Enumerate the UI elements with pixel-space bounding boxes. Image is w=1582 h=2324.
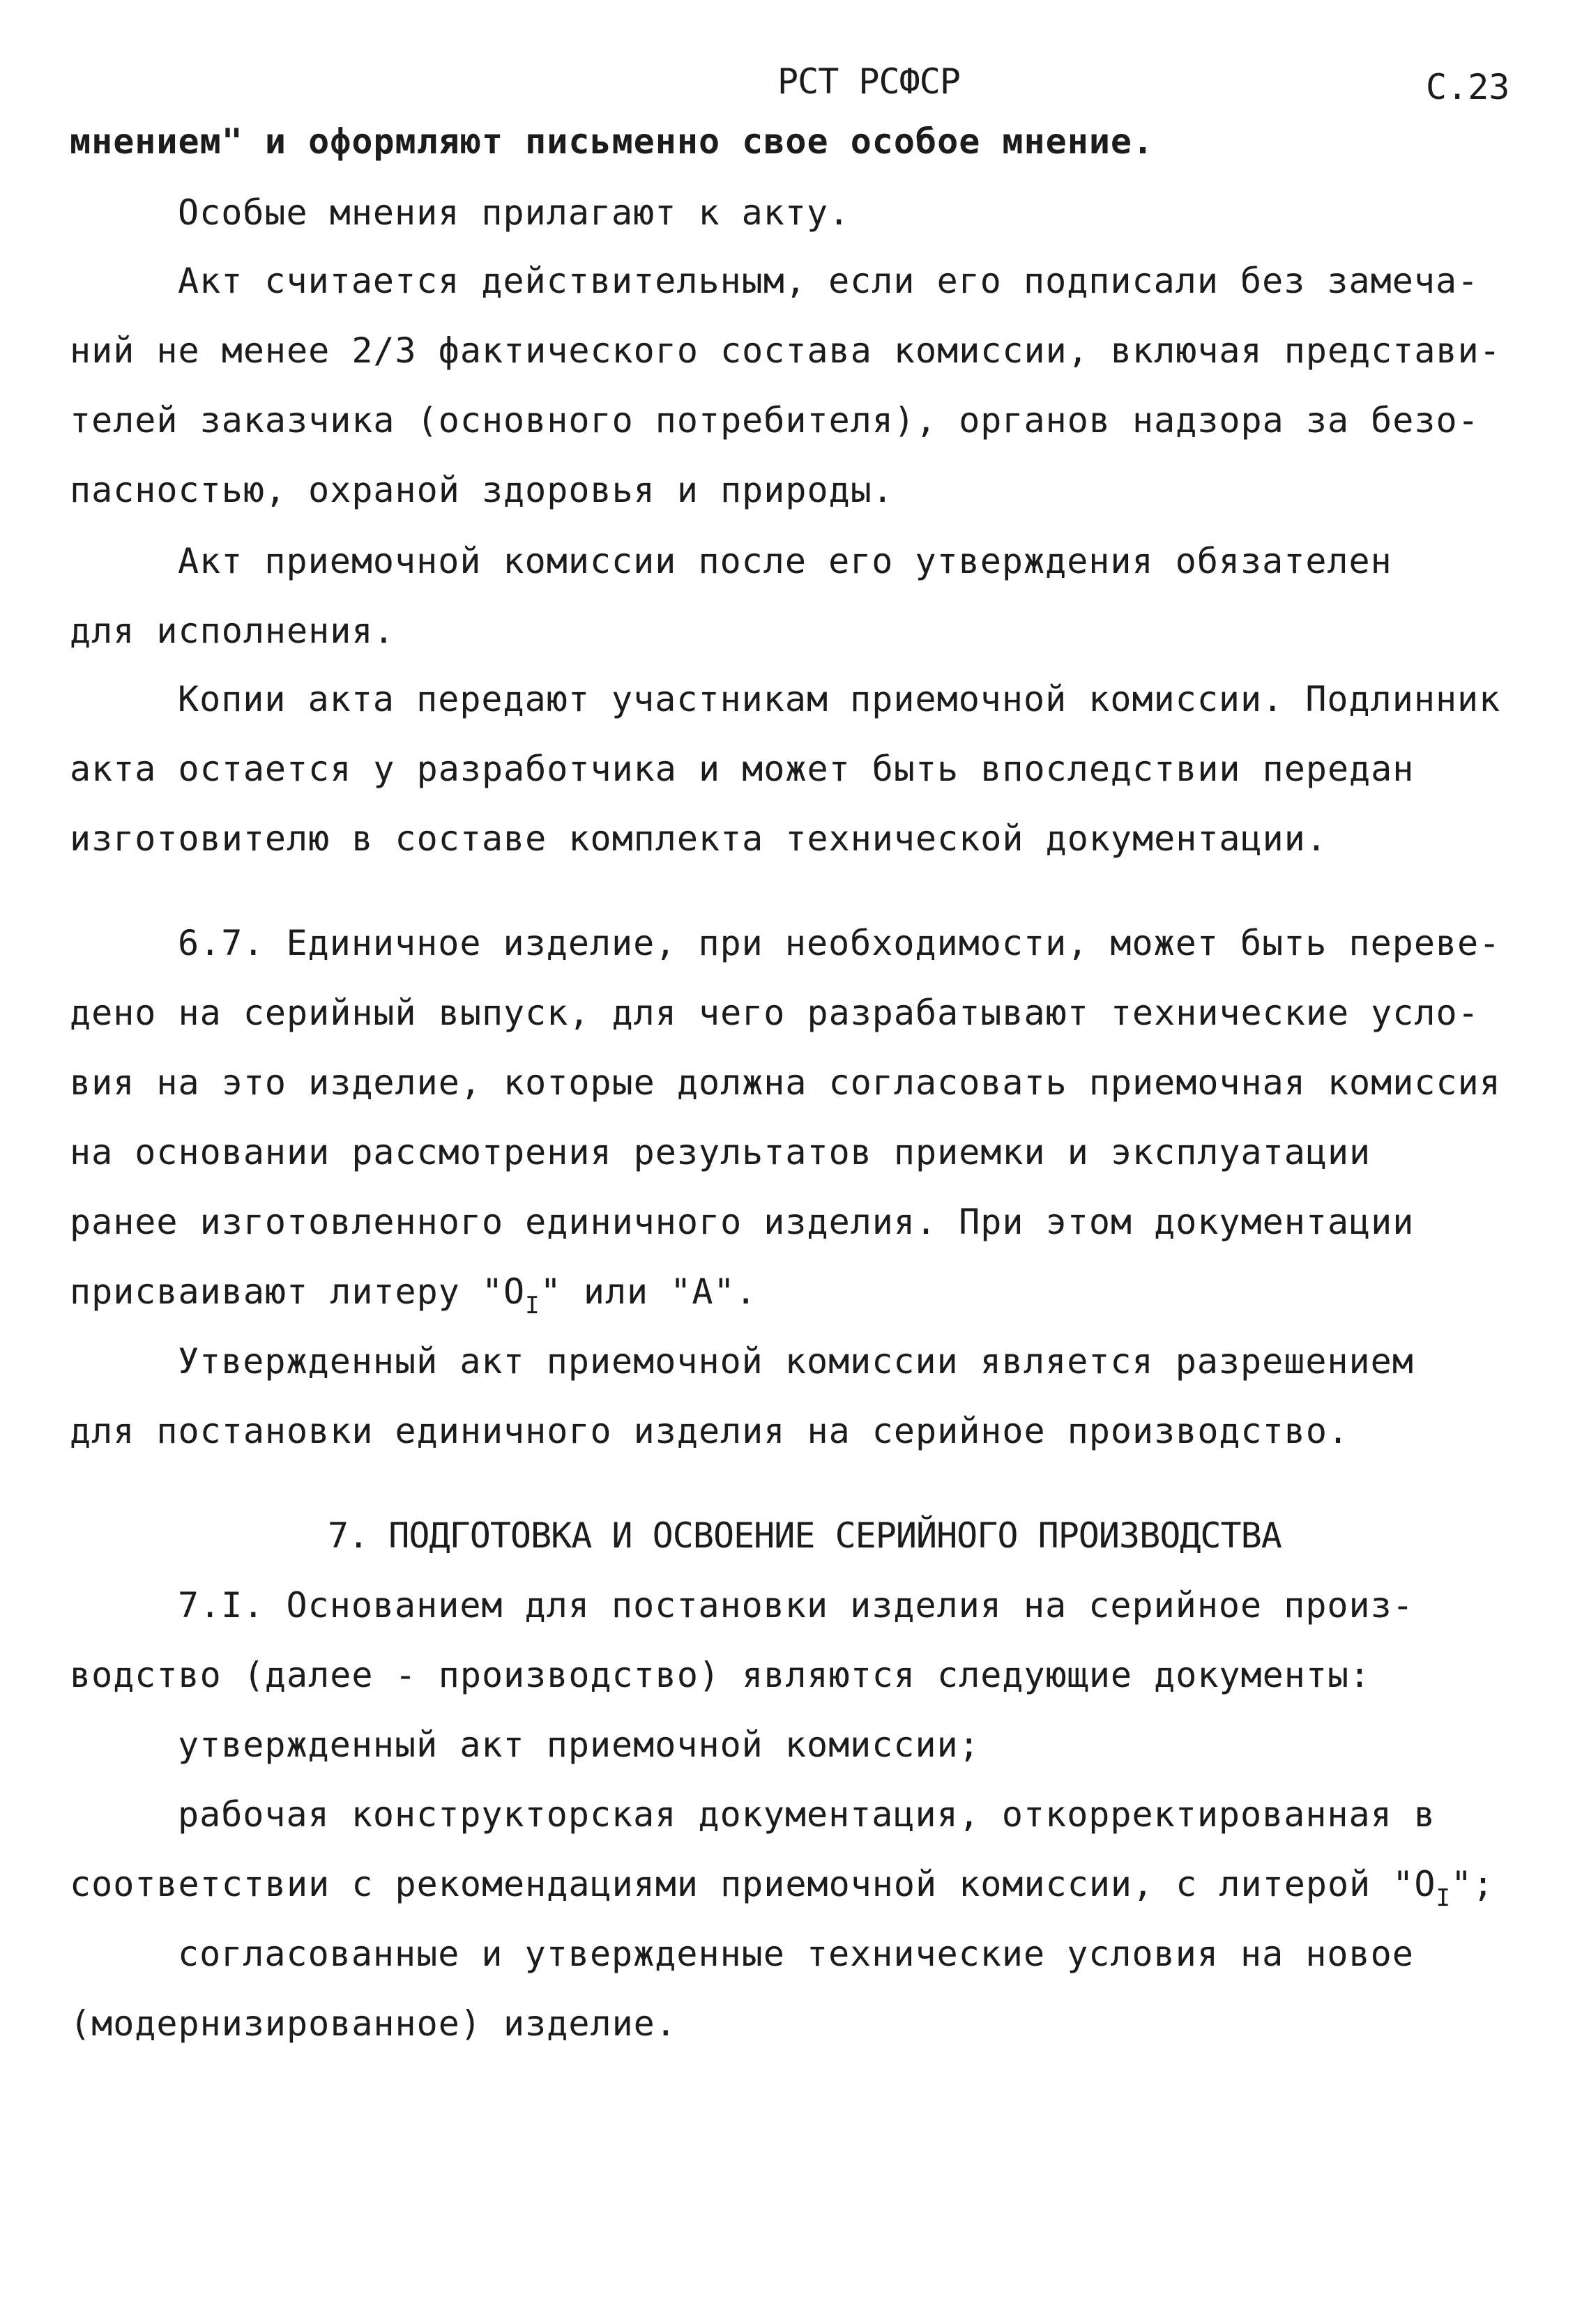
text-line: для постановки единичного изделия на серийное производство.: [70, 1411, 1350, 1451]
text-line: рабочая конструкторская документация, откорректированная в: [178, 1794, 1436, 1835]
text-line: Особые мнения прилагают к акту.: [178, 192, 851, 233]
text-line: 7.I. Основанием для постановки изделия на серийное произ-: [178, 1585, 1414, 1626]
text-line: телей заказчика (основного потребителя), органов надзора за безо-: [70, 400, 1480, 441]
text-line: ний не менее 2/3 фактического состава комиссии, включая представи-: [70, 330, 1501, 371]
text-line: на основании рассмотрения результатов приемки и эксплуатации: [70, 1132, 1371, 1172]
text-line: (модернизированное) изделие.: [70, 2003, 677, 2044]
text-line: Копии акта передают участникам приемочной комиссии. Подлинник: [178, 679, 1501, 719]
text-line: пасностью, охраной здоровья и природы.: [70, 470, 894, 510]
text-line: водство (далее - производство) являются следующие документы:: [70, 1655, 1371, 1695]
text-line: ранее изготовленного единичного изделия. При этом документации: [70, 1202, 1415, 1242]
text-fragment: присваивают литеру "О: [70, 1271, 526, 1312]
subscript: I: [1436, 1884, 1451, 1912]
text-line: мнением" и оформляют письменно свое особое мнение.: [70, 121, 1155, 162]
text-line: согласованные и утвержденные технические условия на новое: [178, 1934, 1414, 1974]
text-line-with-subscript: [70, 1267, 757, 1320]
text-line: утвержденный акт приемочной комиссии;: [178, 1725, 980, 1765]
text-line: Акт приемочной комиссии после его утверждения обязателен: [178, 541, 1392, 581]
section-heading: 7. ПОДГОТОВКА И ОСВОЕНИЕ СЕРИЙНОГО ПРОИЗВОДСТВА: [328, 1515, 1281, 1556]
page-number: С.23: [1426, 67, 1510, 107]
text-fragment: " или "А".: [540, 1271, 757, 1312]
subscript: I: [525, 1292, 540, 1320]
text-line: вия на это изделие, которые должна согласовать приемочная комиссия: [70, 1062, 1501, 1103]
text-line: для исполнения.: [70, 611, 395, 651]
text-line: изготовителю в составе комплекта технической документации.: [70, 818, 1328, 859]
text-line: акта остается у разработчика и может быть впоследствии передан: [70, 749, 1415, 789]
text-fragment: ";: [1450, 1864, 1495, 1904]
text-line: Утвержденный акт приемочной комиссии является разрешением: [178, 1341, 1414, 1382]
text-fragment: соответствии с рекомендациями приемочной комиссии, с литерой "О: [70, 1864, 1436, 1904]
text-line: дено на серийный выпуск, для чего разрабатывают технические усло-: [70, 993, 1480, 1033]
text-line: 6.7. Единичное изделие, при необходимости, может быть переве-: [178, 923, 1501, 963]
text-line: Акт считается действительным, если его подписали без замеча-: [178, 261, 1480, 301]
standard-header: РСТ РСФСР: [777, 61, 960, 102]
text-line-with-subscript: [70, 1860, 1494, 1913]
